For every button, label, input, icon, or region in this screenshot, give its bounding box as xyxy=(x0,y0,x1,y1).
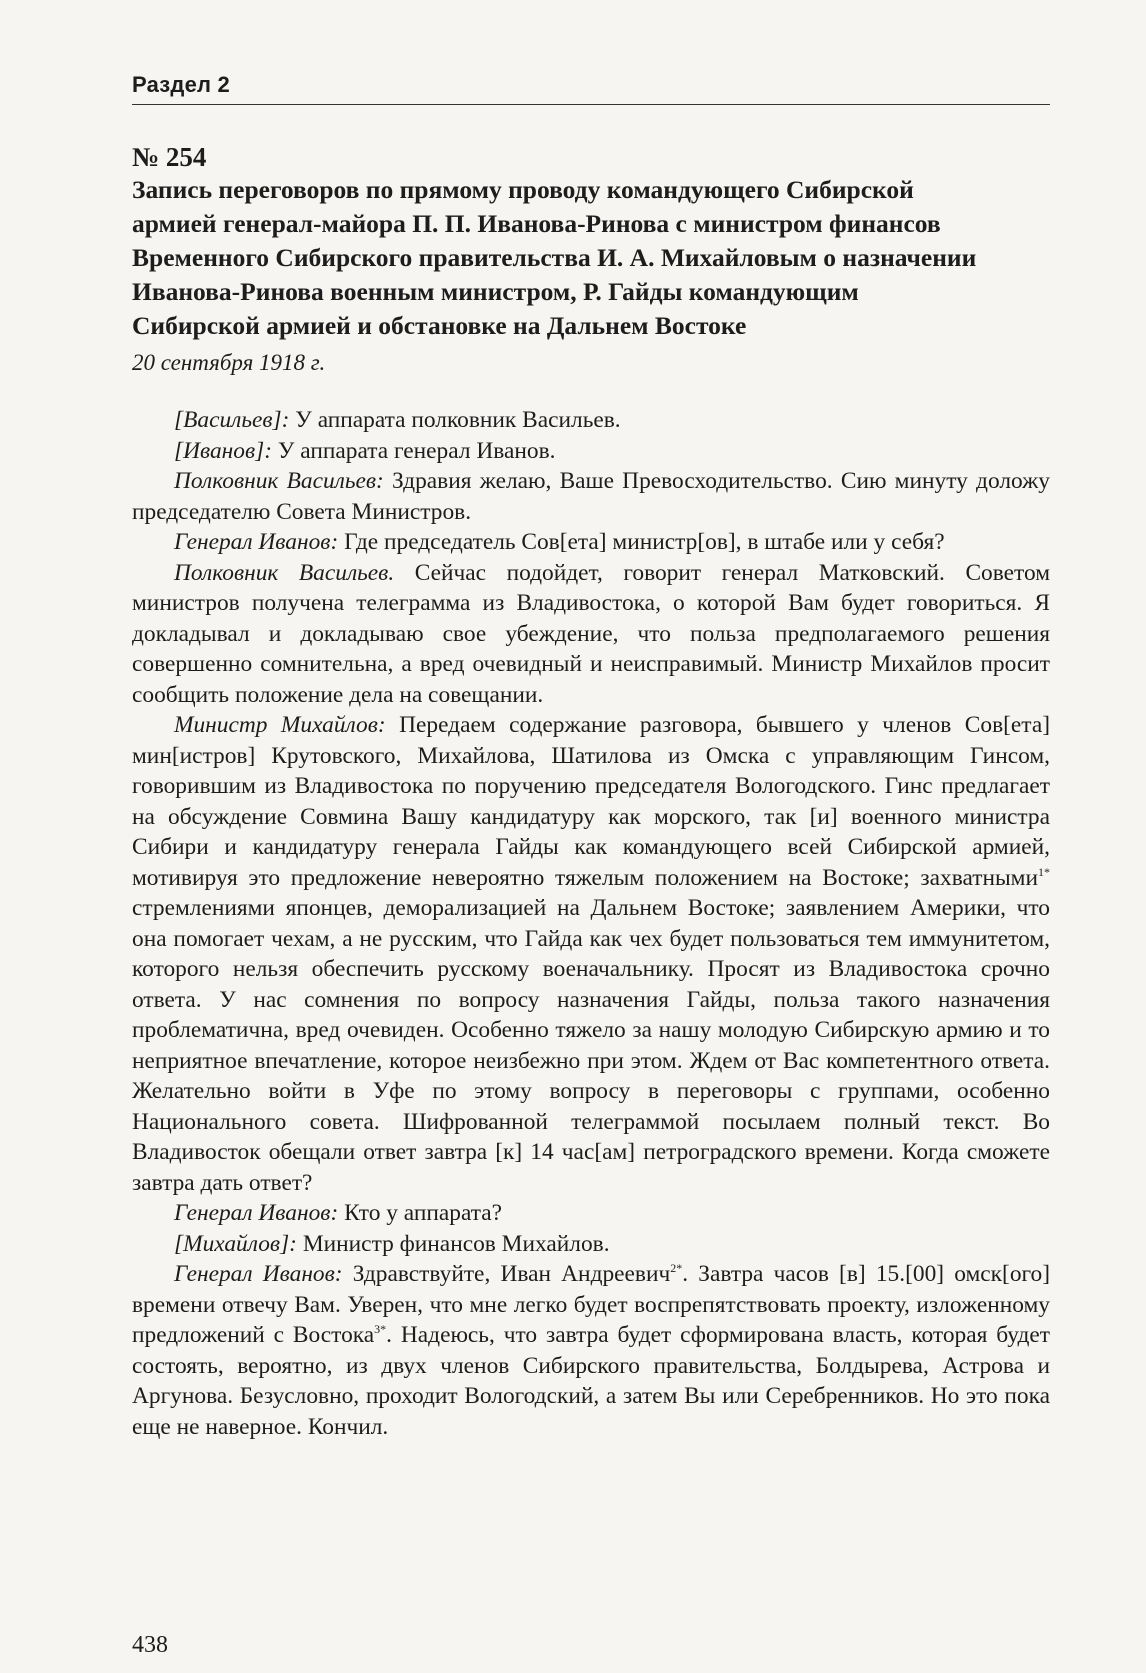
speech-text: Где председатель Сов[ета] министр[ов], в штабе или у себя? xyxy=(338,529,945,555)
document-body xyxy=(132,405,1050,1442)
paragraph xyxy=(132,1198,1050,1229)
speech-text: Министр финансов Михайлов. xyxy=(296,1230,610,1257)
paragraph xyxy=(132,710,1050,1198)
paragraph xyxy=(132,527,1050,558)
speech-text: Здравия желаю, Ваше Превосходительство. Сию минуту доложу председателю Совета Министров. xyxy=(132,468,1050,525)
paragraph xyxy=(132,466,1050,527)
paragraph xyxy=(132,1229,1050,1260)
paragraph xyxy=(132,405,1050,436)
running-header: Раздел 2 xyxy=(132,72,1050,105)
speaker: [Иванов]: xyxy=(174,437,273,464)
speech-text: Здравствуйте, Иван Андреевич xyxy=(342,1261,671,1287)
footnote-marker[interactable]: 1* xyxy=(1038,864,1050,879)
footnote-marker[interactable]: 2* xyxy=(670,1261,683,1276)
speech-text: . Надеюсь, что завтра будет сформирована власть, которая будет состоять, вероятно, из двух членов Сибирского правительства, Болдырева, Астрова и Аргунова. Безусловно, проходит Вологодский, а затем Вы или Серебренников. Но это пока еще не наверное. Кончил. xyxy=(132,1322,1050,1440)
speech-text: Кто у аппарата? xyxy=(338,1200,503,1226)
speaker: Генерал Иванов: xyxy=(174,1200,339,1226)
speaker: [Михайлов]: xyxy=(174,1230,297,1257)
speech-text: Сейчас подойдет, говорит генерал Матковский. Советом министров получена телеграмма из Владивостока, о которой Вам будет говориться. Я докладывал и докладываю свое убеждение, что польза предполагаемого решения совершенно сомнительна, а вред очевидный и неисправимый. Министр Михайлов просит сообщить положение дела на совещании. xyxy=(132,559,1050,708)
speaker: Полковник Васильев. xyxy=(174,559,395,586)
speaker: Полковник Васильев: xyxy=(174,468,384,494)
speaker: Министр Михайлов: xyxy=(174,712,386,738)
speaker: [Васильев]: xyxy=(174,407,290,433)
paragraph xyxy=(132,558,1050,711)
document-date: 20 сентября 1918 г. xyxy=(132,350,326,375)
speech-text: стремлениями японцев, деморализацией на Дальнем Востоке; заявлением Америки, что она помогает чехам, а не русским, что Гайда как чех будет пользоваться тем иммунитетом, которого нельзя обеспечить русскому военачальнику. Просят из Владивостока срочно ответа. У нас сомнения по вопросу назначения Гайды, польза такого назначения проблематична, вред очевиден. Особенно тяжело за нашу молодую Сибирскую армию и то неприятное впечатление, которое неизбежно при этом. Ждем от Вас компетентного ответа. Желательно войти в Уфе по этому вопросу в переговоры с группами, особенно Национального совета. Шифрованной телеграммой посылаем полный текст. Во Владивосток обещали ответ завтра [к] 14 час[ам] петроградского времени. Когда сможете завтра дать ответ? xyxy=(132,895,1050,1196)
page xyxy=(132,72,1051,1658)
document-number: № 254 xyxy=(132,142,207,172)
speaker: Генерал Иванов: xyxy=(174,1261,343,1287)
page-number: 438 xyxy=(132,1632,168,1658)
paragraph xyxy=(132,1259,1050,1442)
speech-text: У аппарата генерал Иванов. xyxy=(272,437,556,464)
document-title: Запись переговоров по прямому проводу командующего Сибирской армией генерал-майора П. П. Иванова-Ринова с министром финансов Временного Сибирского правительства И. А. Михайловым о назначении Иванова-Ринова военным министром, Р. Гайды командующим Сибирской армией и обстановке на Дальнем Востоке xyxy=(132,175,977,340)
footnote-marker[interactable]: 3* xyxy=(374,1322,387,1337)
speaker: Генерал Иванов: xyxy=(174,529,339,555)
speech-text: Передаем содержание разговора, бывшего у членов Сов[ета] мин[истров] Крутовского, Михайлова, Шатилова из Омска с управляющим Гинсом, говорившим из Владивостока по поручению председателя Вологодского. Гинс предлагает на обсуждение Совмина Вашу кандидатуру как морского, так [и] военного министра Сибири и кандидатуру генерала Гайды как командующего всей Сибирской армией, мотивируя это предложение невероятно тяжелым положением на Востоке; захватными xyxy=(132,712,1050,891)
speech-text: . Завтра часов [в] 15.[00] омск[ого] времени отвечу Вам. Уверен, что мне легко будет воспрепятствовать проекту, изложенному предложений с Востока xyxy=(132,1261,1051,1348)
speech-text: У аппарата полковник Васильев. xyxy=(289,407,621,433)
paragraph xyxy=(132,436,1050,467)
